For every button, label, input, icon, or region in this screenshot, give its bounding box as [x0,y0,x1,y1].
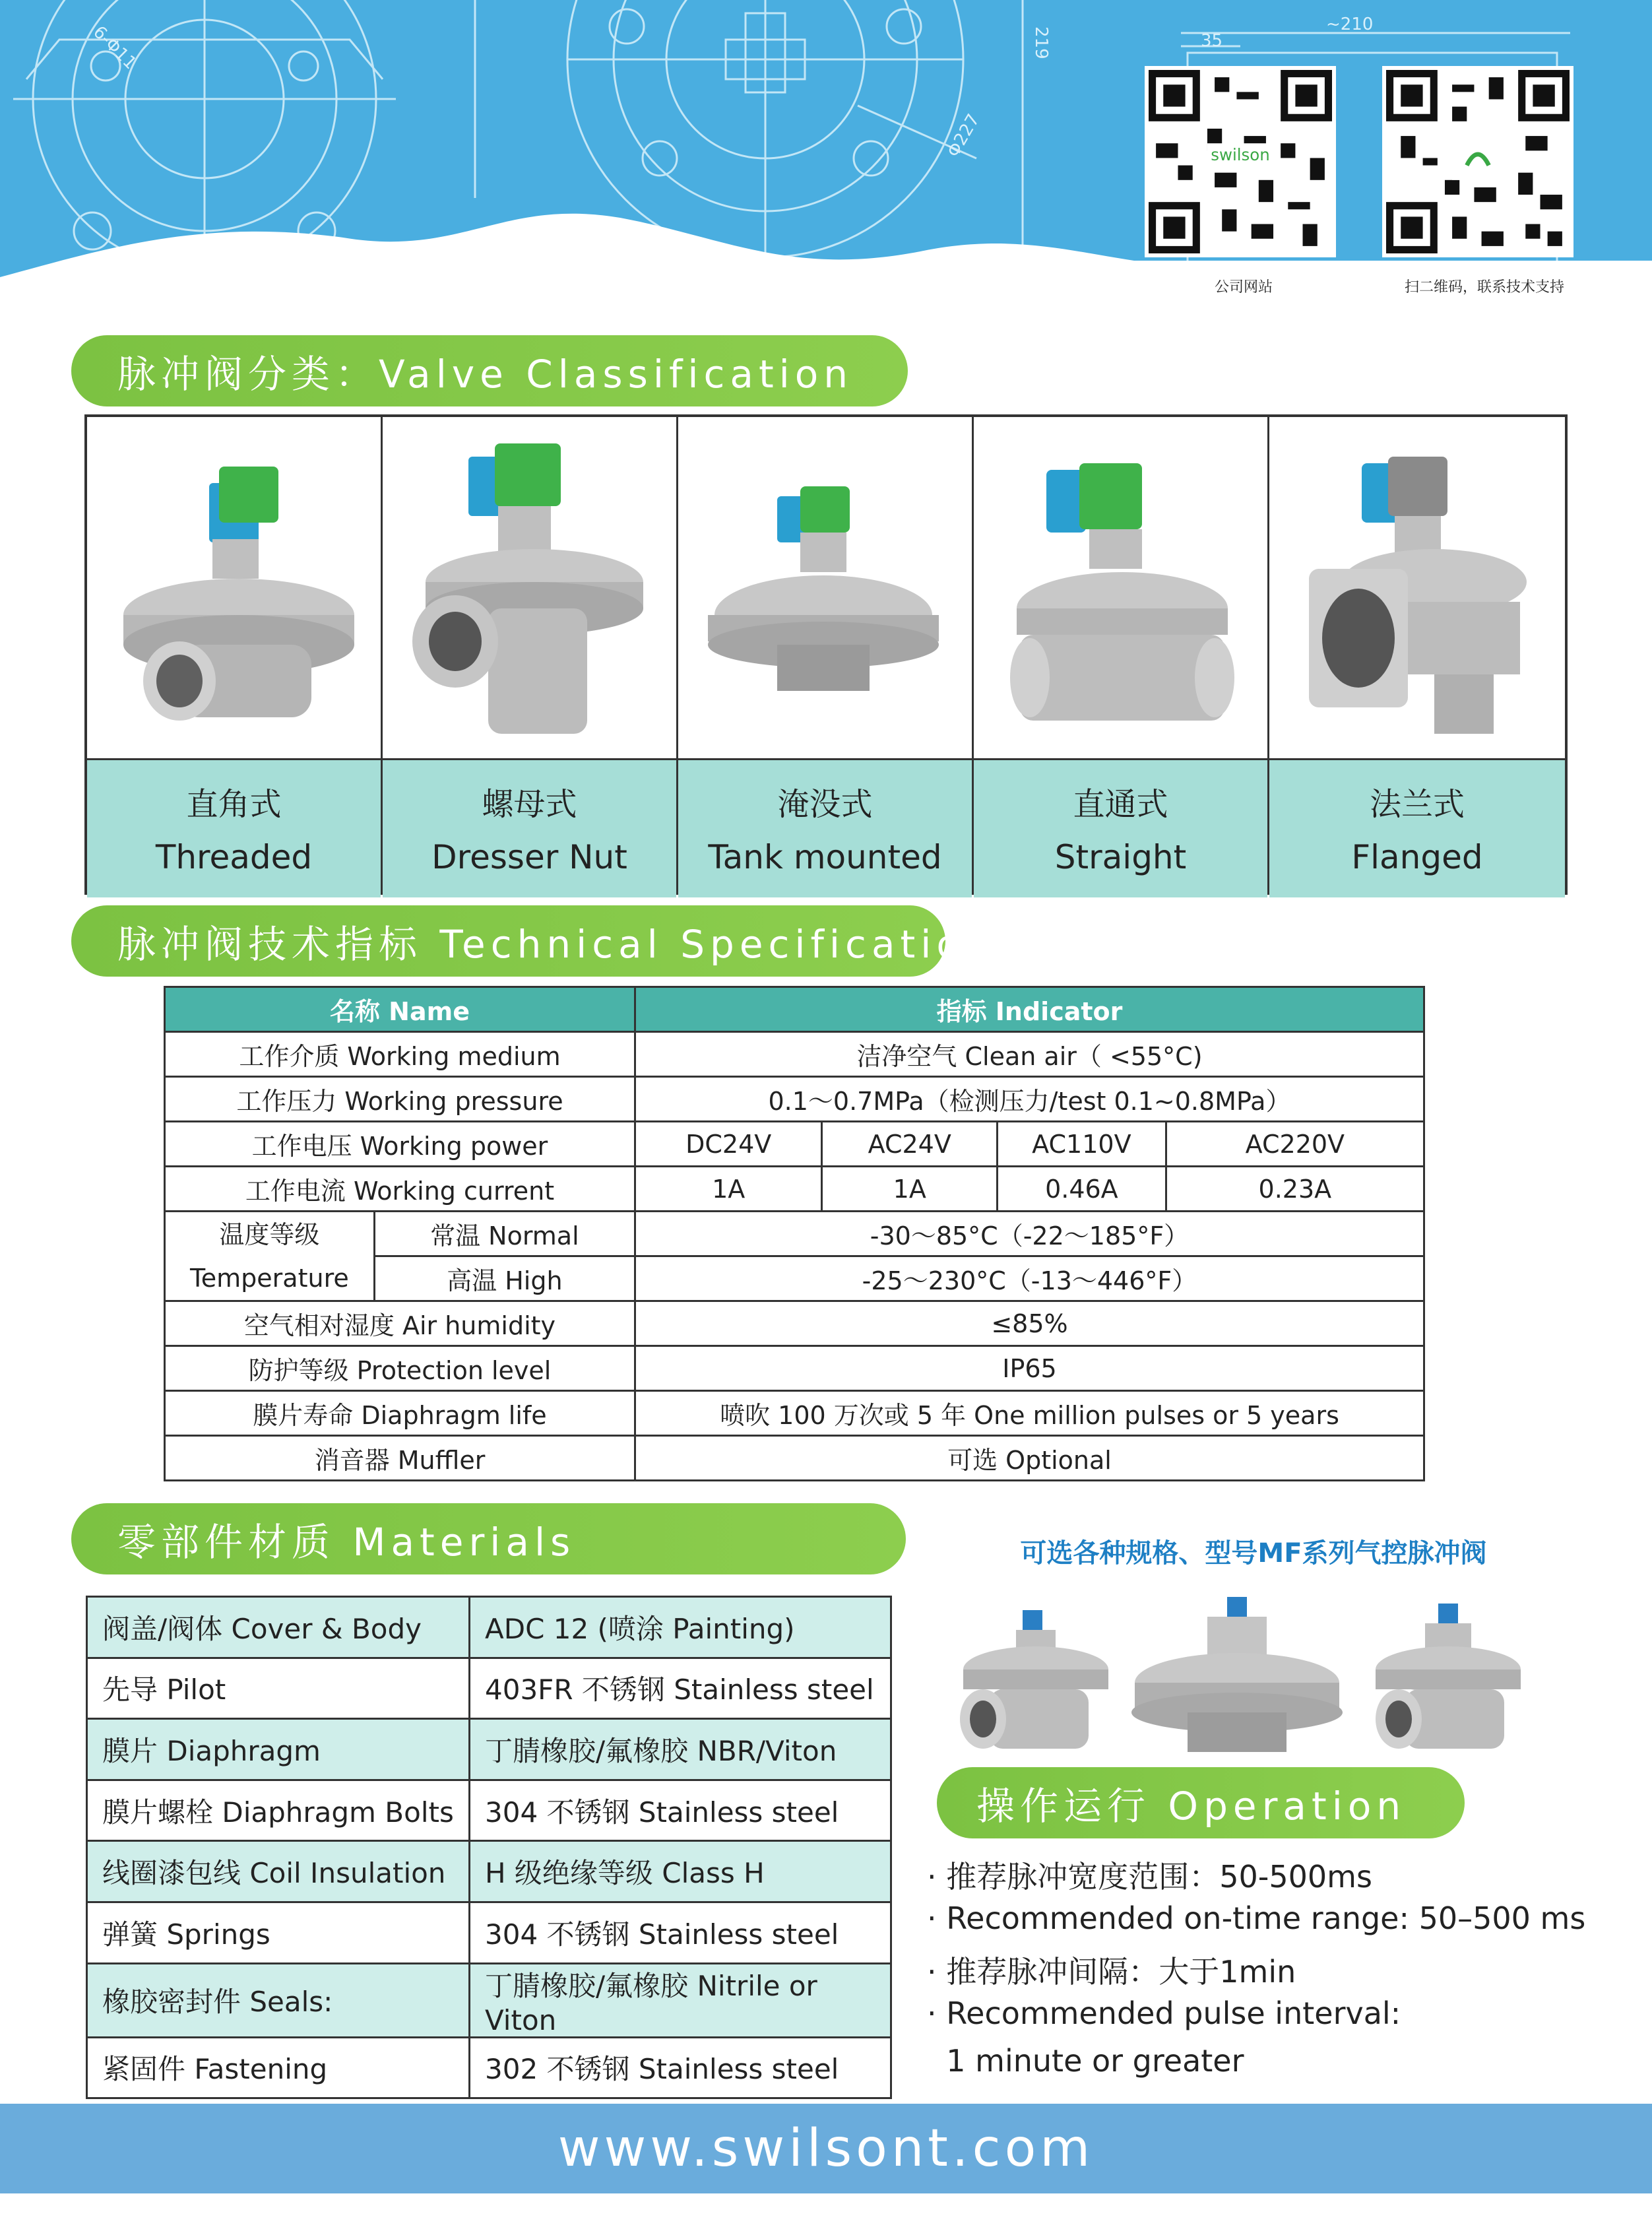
spec-value: 1A [635,1167,822,1212]
dim-label: 35 [1201,31,1223,51]
spec-label: 膜片寿命 Diaphragm life [165,1391,635,1436]
section-title-materials: 零部件材质 Materials [71,1503,906,1574]
valve-image-tank-mounted [678,417,974,760]
material-part: 弹簧 Springs [87,1902,470,1963]
spec-row [165,1391,1424,1436]
footer-url[interactable]: www.swilsont.com [0,2104,1652,2193]
spec-row [165,1212,1424,1256]
dim-label: Φ227 [943,110,984,161]
mf-valve-small [960,1610,1108,1749]
spec-row [165,1301,1424,1346]
material-row [87,1902,891,1963]
spec-row [165,1032,1424,1077]
operation-line: · 推荐脉冲间隔：大于1min [927,1954,1296,1990]
dim-label: 219 [1031,26,1051,59]
spec-label-temperature [165,1212,375,1301]
spec-value: 0.46A [998,1167,1166,1212]
valve-photo [383,417,676,760]
valve-image-straight [974,417,1269,760]
spec-label: 工作电压 Working power [165,1122,635,1167]
material-part: 紧固件 Fastening [87,2037,470,2098]
material-row [87,1780,891,1841]
operation-line: · 推荐脉冲宽度范围：50-500ms [927,1859,1372,1895]
spec-header-row [165,987,1424,1032]
temp-label-en: Temperature [190,1263,349,1293]
spec-value: AC220V [1166,1122,1424,1167]
valve-image-flanged [1269,417,1565,760]
valve-label [974,760,1267,897]
material-part: 线圈漆包线 Coil Insulation [87,1841,470,1902]
operation-line: 1 minute or greater [927,2043,1244,2079]
material-value: ADC 12 (喷涂 Painting) [470,1597,891,1658]
valve-name-zh: 法兰式 [1369,786,1465,823]
qr-code-icon [1386,70,1570,253]
spec-row [165,1436,1424,1481]
dim-label: ~210 [1326,15,1374,34]
valve-card-threaded [87,417,383,892]
valve-name-zh: 直角式 [186,786,282,823]
spec-value: AC110V [998,1122,1166,1167]
material-row [87,1597,891,1658]
material-value: 丁腈橡胶/氟橡胶 NBR/Viton [470,1719,891,1780]
valve-name-zh: 直通式 [1073,786,1168,823]
spec-label: 消音器 Muffler [165,1436,635,1481]
valve-card-tank-mounted [678,417,974,892]
material-value: 304 不锈钢 Stainless steel [470,1902,891,1963]
material-part: 先导 Pilot [87,1658,470,1719]
valve-card-dresser-nut [383,417,678,892]
spec-value: 0.1～0.7MPa（检测压力/test 0.1~0.8MPa） [635,1077,1424,1122]
section-title-classification: 脉冲阀分类：Valve Classification [71,335,908,406]
spec-value: ≤85% [635,1301,1424,1346]
valve-card-straight [974,417,1269,892]
spec-header-name: 名称 Name [165,987,635,1032]
spec-label: 防护等级 Protection level [165,1346,635,1391]
spec-header-indicator: 指标 Indicator [635,987,1424,1032]
spec-value: 可选 Optional [635,1436,1424,1481]
spec-row [165,1077,1424,1122]
material-row [87,1719,891,1780]
spec-label: 工作介质 Working medium [165,1032,635,1077]
qr-code-icon [1149,70,1332,253]
header-banner [0,0,1652,310]
material-value: 403FR 不锈钢 Stainless steel [470,1658,891,1719]
qr-brand: swilson [1211,145,1270,164]
qr-caption-support: 扫二维码，联系技术支持 [1404,279,1564,296]
spec-value: 0.23A [1166,1167,1424,1212]
spec-sublabel: 常温 Normal [374,1212,635,1256]
spec-value: -30～85°C（-22～185°F） [635,1212,1424,1256]
material-value: 304 不锈钢 Stainless steel [470,1780,891,1841]
spec-label: 工作压力 Working pressure [165,1077,635,1122]
qr-code-support[interactable] [1382,66,1573,257]
valve-name-en: Tank mounted [708,838,942,876]
section-title-operation: 操作运行 Operation [937,1767,1465,1838]
spec-row [165,1167,1424,1212]
operation-line: · Recommended on-time range: 50–500 ms [927,1900,1586,1936]
valve-name-zh: 淹没式 [777,786,873,823]
spec-value: AC24V [822,1122,998,1167]
operation-line: · Recommended pulse interval: [927,1995,1401,2031]
material-value: 302 不锈钢 Stainless steel [470,2037,891,2098]
spec-value: -25～230°C（-13～446°F） [635,1256,1424,1301]
valve-label [678,760,972,897]
spec-value: DC24V [635,1122,822,1167]
material-row [87,2037,891,2098]
material-row [87,1963,891,2037]
spec-label: 工作电流 Working current [165,1167,635,1212]
material-part: 膜片 Diaphragm [87,1719,470,1780]
material-row [87,1658,891,1719]
section-title-spec: 脉冲阀技术指标 Technical Specification [71,905,945,977]
spec-value: 洁净空气 Clean air（ <55°C) [635,1032,1424,1077]
qr-caption-company: 公司网站 [1214,279,1273,296]
valve-photo [1269,417,1565,760]
mf-series-caption: 可选各种规格、型号MF系列气控脉冲阀 [1020,1538,1487,1569]
valve-name-en: Threaded [155,838,313,876]
valve-label [383,760,676,897]
spec-table [164,986,1425,1481]
valve-card-flanged [1269,417,1565,892]
dim-label: 6-Φ11 [89,22,141,74]
material-part: 膜片螺栓 Diaphragm Bolts [87,1780,470,1841]
temp-label-zh: 温度等级 [219,1219,320,1249]
material-row [87,1841,891,1902]
valve-image-dresser-nut [383,417,678,760]
spec-label: 空气相对湿度 Air humidity [165,1301,635,1346]
spec-value: IP65 [635,1346,1424,1391]
material-value: 丁腈橡胶/氟橡胶 Nitrile or Viton [470,1963,891,2037]
valve-name-en: Dresser Nut [431,838,627,876]
spec-sublabel: 高温 High [374,1256,635,1301]
qr-code-company[interactable] [1145,66,1336,257]
spec-row [165,1346,1424,1391]
valve-photo [678,417,972,760]
valve-name-zh: 螺母式 [482,786,577,823]
valve-photo [87,417,381,760]
materials-table [86,1596,892,2099]
mf-valve-threaded [1376,1604,1521,1749]
spec-value: 喷吹 100 万次或 5 年 One million pulses or 5 years [635,1391,1424,1436]
valve-label [1269,760,1565,897]
valve-label [87,760,381,897]
mf-valve-tank [1131,1597,1343,1752]
valve-name-en: Straight [1054,838,1187,876]
material-value: H 级绝缘等级 Class H [470,1841,891,1902]
material-part: 阀盖/阀体 Cover & Body [87,1597,470,1658]
spec-value: 1A [822,1167,998,1212]
mf-series-image [950,1597,1531,1762]
valve-name-en: Flanged [1351,838,1483,876]
valve-image-threaded [87,417,383,760]
valve-photo [974,417,1267,760]
material-part: 橡胶密封件 Seals: [87,1963,470,2037]
classification-grid [84,414,1568,895]
spec-row [165,1122,1424,1167]
